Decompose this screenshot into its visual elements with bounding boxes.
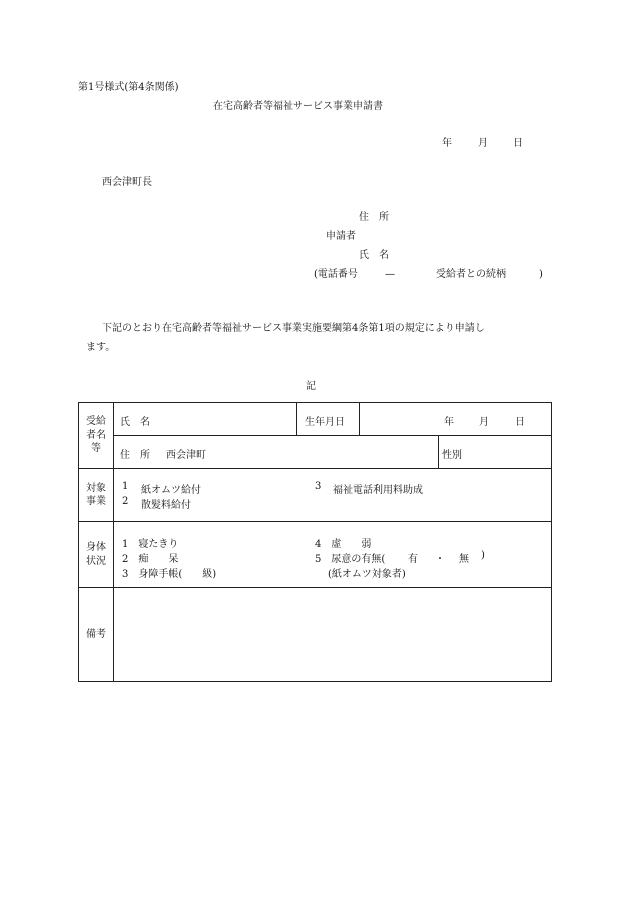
incontinence-close-paren: ) <box>481 550 485 561</box>
birthdate-label-cell <box>297 403 360 436</box>
services-options-cell <box>114 469 552 522</box>
recipient-row-1 <box>79 403 552 436</box>
birthdate-field[interactable] <box>360 403 552 436</box>
date-month-label: 月 <box>478 138 488 149</box>
condition-item-3[interactable]: 3 身障手帳( 級) <box>122 569 217 580</box>
diaper-target-note: (紙オムツ対象者) <box>328 569 406 580</box>
body-text-line1: 下記のとおり在宅高齢者等福祉サービス事業実施要綱第4条第1項の規定により申請し <box>102 323 485 334</box>
services-row <box>79 469 552 522</box>
condition-category-line1: 身体 <box>86 542 106 553</box>
ki-heading: 記 <box>306 381 316 392</box>
application-form-table <box>78 402 552 682</box>
recipient-name-field[interactable] <box>114 403 297 436</box>
gender-label: 性別 <box>442 450 462 461</box>
birthdate-year-label: 年 <box>444 417 454 428</box>
condition-options-cell <box>114 522 552 588</box>
applicant-name-label: 氏 名 <box>359 250 389 261</box>
remarks-field[interactable] <box>114 588 552 682</box>
recipient-row-2 <box>79 436 552 469</box>
service-item-3-number: 3 <box>315 481 322 492</box>
condition-item-4[interactable]: 4 虚 弱 <box>315 539 372 550</box>
addressee: 西会津町長 <box>102 177 152 188</box>
recipient-name-label: 氏 名 <box>120 417 150 428</box>
services-category-line1: 対象 <box>86 482 106 494</box>
service-item-2-label[interactable]: 散髪料給付 <box>141 500 191 511</box>
service-item-3-label[interactable]: 福祉電話利用料助成 <box>333 485 423 496</box>
recipient-category-line1: 受給 <box>86 416 106 428</box>
birthdate-month-label: 月 <box>479 417 489 428</box>
relationship-label: 受給者との続柄 <box>436 269 506 280</box>
gender-field[interactable] <box>439 436 552 469</box>
incontinence-separator: ・ <box>435 554 445 565</box>
body-text-line2: ます。 <box>86 342 116 353</box>
birthdate-label: 生年月日 <box>305 417 345 428</box>
document-title: 在宅高齢者等福祉サービス事業申請書 <box>213 101 383 112</box>
service-item-2-number: 2 <box>122 496 129 507</box>
condition-item-2[interactable]: 2 痴 呆 <box>122 554 179 565</box>
condition-category-cell <box>79 522 114 588</box>
applicant-address-label: 住 所 <box>359 212 389 223</box>
condition-item-5[interactable]: 5 尿意の有無( <box>315 554 386 565</box>
recipient-address-value: 西会津町 <box>166 450 206 461</box>
condition-category-line2: 状況 <box>86 555 106 567</box>
service-item-1-number: 1 <box>122 481 129 492</box>
date-year-label: 年 <box>442 138 452 149</box>
service-item-1-label[interactable]: 紙オムツ給付 <box>141 485 201 496</box>
recipient-address-label: 住 所 <box>120 450 150 461</box>
phone-dash: — <box>385 269 395 280</box>
condition-item-1[interactable]: 1 寝たきり <box>122 539 179 550</box>
remarks-category-cell <box>79 588 114 682</box>
applicant-label: 申請者 <box>326 231 356 242</box>
date-day-label: 日 <box>513 138 523 149</box>
services-category-cell <box>79 469 114 522</box>
form-number: 第1号様式(第4条関係) <box>78 82 179 93</box>
close-paren: ) <box>539 269 543 280</box>
recipient-category-line2: 者名 <box>86 429 106 441</box>
birthdate-day-label: 日 <box>515 417 525 428</box>
incontinence-yes-option[interactable]: 有 <box>408 554 418 565</box>
phone-label: (電話番号 <box>314 269 358 280</box>
recipient-address-field[interactable] <box>114 436 439 469</box>
incontinence-no-option[interactable]: 無 <box>459 554 469 565</box>
recipient-category-cell <box>79 403 114 469</box>
services-category-line2: 事業 <box>86 496 106 507</box>
condition-row <box>79 522 552 588</box>
remarks-label: 備考 <box>86 628 106 640</box>
remarks-row <box>79 588 552 682</box>
recipient-category-line3: 等 <box>91 443 101 455</box>
